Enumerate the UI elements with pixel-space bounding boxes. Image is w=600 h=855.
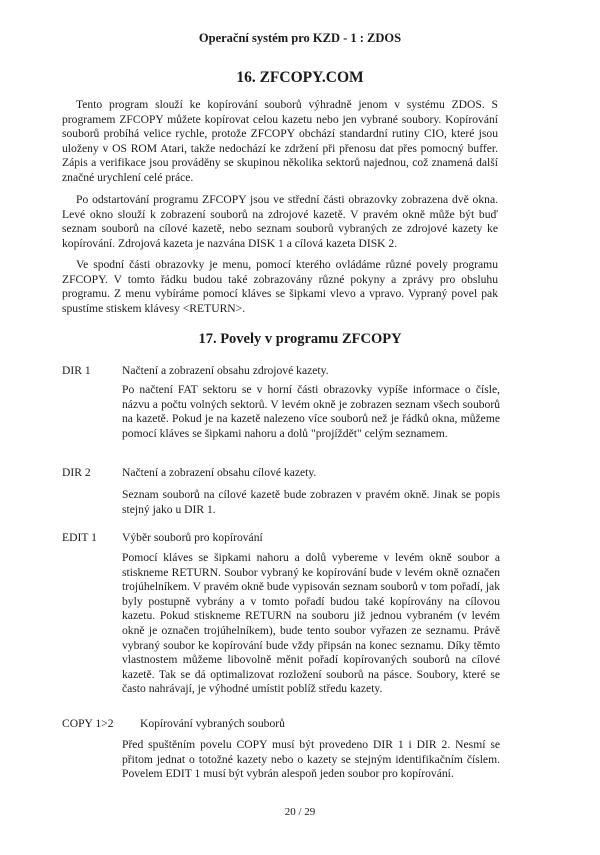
section-16-paragraph-2: Po odstartování programu ZFCOPY jsou ve střední části obrazovky zobrazena dvě okna. Levé okno slouží k zobrazení souborů na zdrojové kazetě. V pravém okně může být buď seznam souborů na cílové kazetě, nebo seznam souborů vybraných ze zdrojové kazety ke kopírování. Zdrojová kazeta je nazvána DISK 1 a cílová kazeta DISK 2.	[62, 193, 498, 250]
command-title-dir1: Načtení a zobrazení obsahu zdrojové kazety.	[122, 364, 329, 377]
command-title-dir2: Načtení a zobrazení obsahu cílové kazety.	[122, 466, 317, 479]
section-16-paragraph-1: Tento program slouží ke kopírování souborů výhradně jenom v systému ZDOS. S programem ZFCOPY můžete kopírovat celou kazetu nebo jen vybrané soubory. Kopírování souborů probíhá velice rychle, protože ZFCOPY obchází standardní rutiny CIO, které jsou uloženy v OS ROM Atari, takže nedochází ke zdržení při přenosu dat přes pomocný buffer. Zápis a verifikace jsou prováděny se skupinou několika sektorů najednou, což znamená další značné urychlení celé práce.	[62, 98, 498, 184]
command-title-edit1: Výběr souborů pro kopírování	[122, 531, 263, 544]
command-title-copy: Kopírování vybraných souborů	[140, 717, 285, 730]
command-term-copy: COPY 1>2	[62, 717, 114, 730]
command-description-dir1: Po načtení FAT sektoru se v horní části obrazovky vypíše informace o čísle, názvu a počtu volných sektorů. V levém okně je zobrazen seznam všech souborů na kazetě. Pokud je na kazetě nalezeno více souborů než je řádků okna, můžeme pomocí kláves se šipkami nahoru a dolů "projíždět" celým seznamem.	[122, 383, 500, 440]
command-term-edit1: EDIT 1	[62, 531, 97, 544]
section-17-heading: 17. Povely v programu ZFCOPY	[198, 331, 402, 347]
section-16-heading: 16. ZFCOPY.COM	[236, 69, 364, 86]
page-number: 20 / 29	[284, 806, 316, 818]
running-header: Operační systém pro KZD - 1 : ZDOS	[198, 31, 402, 45]
command-term-dir2: DIR 2	[62, 466, 91, 479]
section-16-paragraph-3: Ve spodní části obrazovky je menu, pomocí kterého ovládáme různé povely programu ZFCOPY. V tomto řádku budou také zobrazovány různé pokyny a zprávy pro obsluhu programu. Z menu vybíráme pomocí kláves se šipkami vlevo a vpravo. Vypraný povel pak spustíme stiskem klávesy <RETURN>.	[62, 258, 498, 315]
command-description-copy: Před spuštěním povelu COPY musí být provedeno DIR 1 i DIR 2. Nesmí se přitom jednat o totožné kazety nebo o kazety se stejným identifikačním číslem. Povelem EDIT 1 musí být vybrán alespoň jeden soubor pro kopírování.	[122, 738, 500, 781]
command-term-dir1: DIR 1	[62, 364, 91, 377]
command-description-dir2: Seznam souborů na cílové kazetě bude zobrazen v pravém okně. Jinak se popis stejný jako u DIR 1.	[122, 488, 500, 516]
command-description-edit1: Pomocí kláves se šipkami nahoru a dolů vybereme v levém okně soubor a stiskneme RETURN. Soubor vybraný ke kopírování bude v levém okně označen trojúhelníkem. V pravém okně bude vypisován seznam souborů v tom pořadí, jak byly postupně vybrány a v tomto pořadí budou také kopírovány na cílovou kazetu. Pokud stiskneme RETURN na souboru již jednou vybraném (v levém okně je označen trojúhelníkem), bude tento soubor vyřazen ze seznamu. Právě vybraný soubor ke kopírování bude vždy připsán na konec seznamu. Díky těmto vlastnostem můžeme libovolně měnit pořadí kopírovaných souborů na cílové kazetě. Tak se dá optimalizovat rozložení souborů na pásce. Soubory, které se často nahrávají, je výhodné umístit poblíž středu kazety.	[122, 551, 500, 696]
